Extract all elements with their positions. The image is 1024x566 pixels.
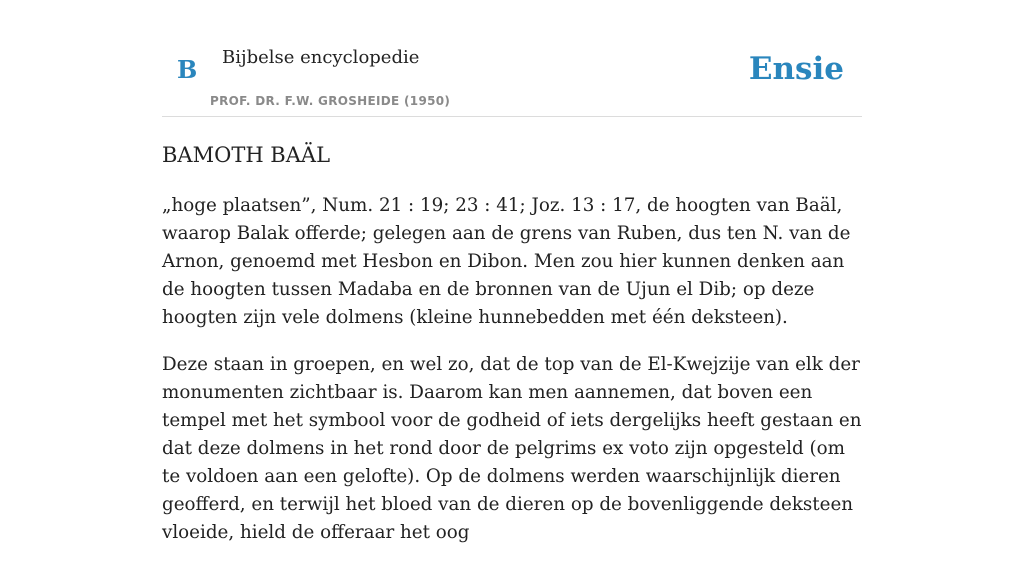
encyclopedia-title-link[interactable]: Bijbelse encyclopedie — [222, 47, 420, 68]
article-paragraph: Deze staan in groepen, en wel zo, dat de top van de El-Kwejzije van elk der monumenten zichtbaar is. Daarom kan men aannemen, dat boven een tempel met het symbool voor de godheid of iets dergelijks heeft gestaan en dat deze dolmens in het rond door de pelgrims ex voto zijn opgesteld (om te voldoen aan een gelofte). Op de dolmens werden waarschijnlijk dieren geofferd, en terwijl het bloed van de dieren op de bovenliggende deksteen vloeide, hield de offeraar het oog — [162, 354, 862, 543]
article-headword: BAMOTH BAÄL — [162, 143, 331, 167]
encyclopedia-author: PROF. DR. F.W. GROSHEIDE (1950) — [210, 94, 451, 108]
ensie-logo-link[interactable]: Ensie — [748, 51, 844, 87]
page-header — [162, 0, 862, 117]
article-body — [162, 192, 862, 566]
article-paragraph: „hoge plaatsen”, Num. 21 : 19; 23 : 41; Joz. 13 : 17, de hoogten van Baäl, waarop Balak offerde; gelegen aan de grens van Ruben, dus ten N. van de Arnon, genoemd met Hesbon en Dibon. Men zou hier kunnen denken aan de hoogten tussen Madaba en de bronnen van de Ujun el Dib; op deze hoogten zijn vele dolmens (kleine hunnebedden met één deksteen). — [162, 195, 851, 328]
letter-index-link[interactable]: B — [177, 55, 198, 84]
